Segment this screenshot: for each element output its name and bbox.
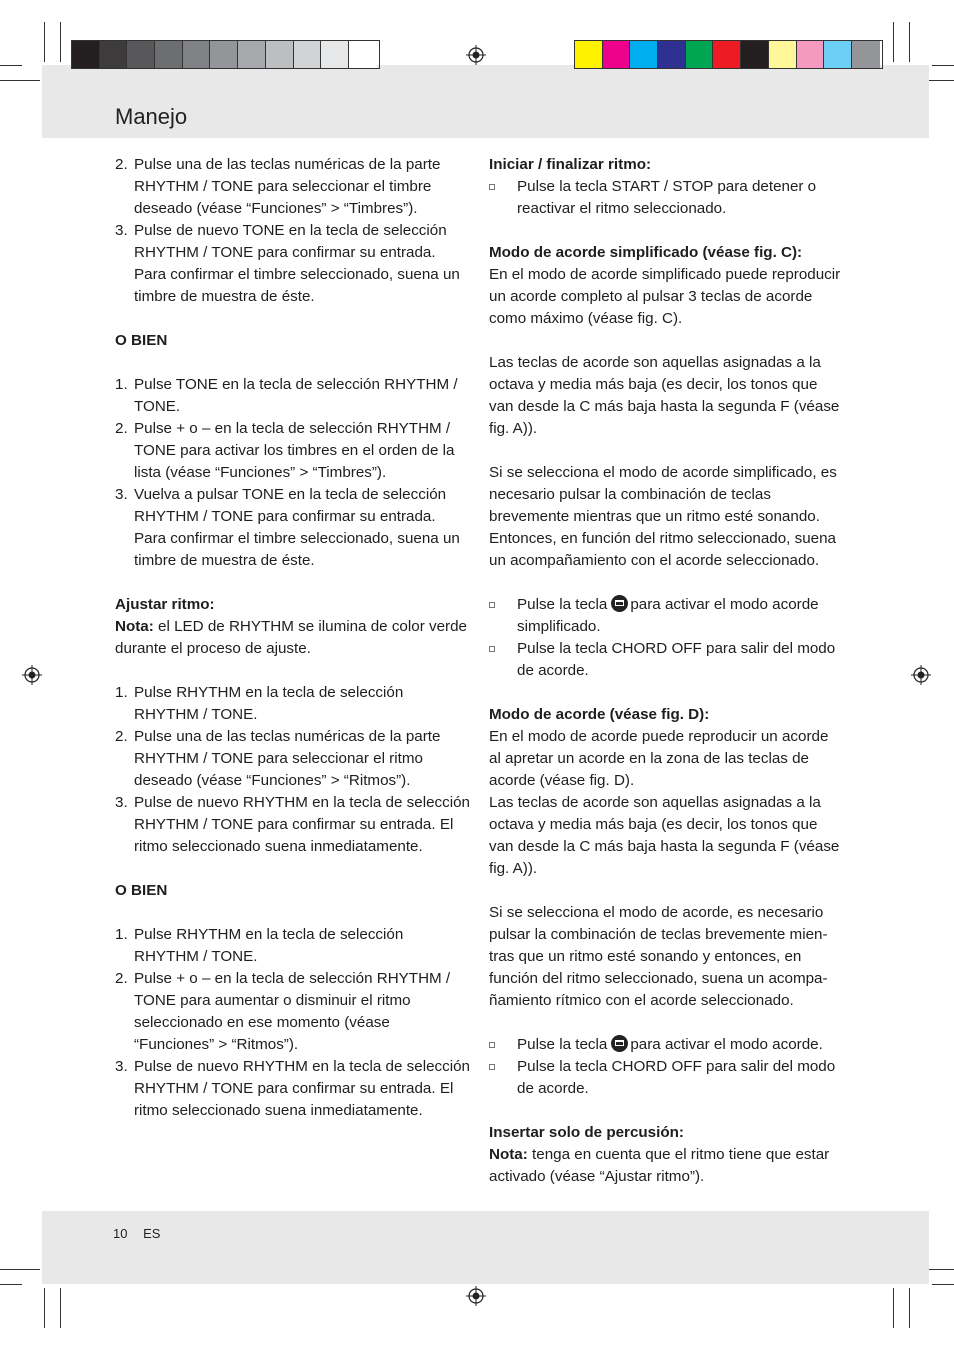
crop-mark <box>44 22 45 62</box>
crop-mark <box>60 1288 61 1328</box>
checkbox-bullet-icon <box>489 602 495 608</box>
language-code: ES <box>143 1226 161 1241</box>
color-swatch <box>575 41 603 68</box>
crop-mark <box>893 22 894 62</box>
checkbox-bullet-icon <box>489 646 495 652</box>
tone-alt-steps-list <box>115 374 470 572</box>
crop-mark <box>932 1284 954 1285</box>
page-title: Manejo <box>115 104 188 129</box>
tone-steps-list <box>115 154 470 308</box>
footer-band <box>42 1211 929 1284</box>
color-swatch <box>321 41 349 68</box>
bullet-list <box>489 1034 844 1100</box>
crop-mark <box>932 65 954 66</box>
crop-mark <box>0 1269 40 1270</box>
crop-mark <box>0 80 40 81</box>
color-swatch <box>72 41 100 68</box>
list-item: 3. Pulse de nuevo RHYTHM en la tecla de selección RHYTHM / TONE para confirmar su entrada. El ritmo seleccionado suena inmediatamente. <box>115 1058 470 1119</box>
list-item: 2. Pulse una de las teclas numéricas de la parte RHYTHM / TONE para seleccionar el timbre deseado (véase “Funciones” > “Timbres”). <box>115 156 441 217</box>
checkbox-bullet-icon <box>489 184 495 190</box>
crop-mark <box>60 22 61 62</box>
note-paragraph: Nota: tenga en cuenta que el ritmo tiene que estar activado (véase “Ajustar ritmo”). <box>489 1146 830 1185</box>
paragraph: En el modo de acorde simplificado puede reproducir un acorde completo al pulsar 3 teclas de acorde como máximo (véase fig. C). <box>489 266 841 327</box>
color-swatch <box>294 41 322 68</box>
list-item: 2. Pulse + o – en la tecla de selección RHYTHM / TONE para activar los timbres en el orden de la lista (véase “Funciones” > “Timbres”). <box>115 420 455 481</box>
color-swatch <box>713 41 741 68</box>
color-swatch <box>852 41 880 68</box>
crop-mark <box>0 65 22 66</box>
list-item: 2. Pulse + o – en la tecla de selección RHYTHM / TONE para aumentar o disminuir el ritmo seleccionado en ese momento (véase “Funciones” > “Ritmos”). <box>115 970 451 1053</box>
paragraph: Si se selecciona el modo de acorde simplificado, es necesario pulsar la combinación de teclas brevemente mientras que un ritmo esté sonando. Entonces, en función del ritmo seleccionado, suena un acompañamiento con el acorde seleccionado. <box>489 464 837 569</box>
section-heading: Iniciar / finalizar ritmo: <box>489 156 652 173</box>
paragraph: Si se selecciona el modo de acorde, es necesario pulsar la combinación de teclas brevemente mien-tras que un ritmo esté sonando y entonces, en función del ritmo seleccionado, suena un acompa-ñamiento rítmico con el acorde seleccionado. <box>489 904 828 1009</box>
section-heading: Ajustar ritmo: <box>115 596 215 613</box>
section-heading: Modo de acorde (véase fig. D): <box>489 706 710 723</box>
bullet-list <box>489 176 844 220</box>
list-item: Pulse la tecla START / STOP para detener o reactivar el ritmo seleccionado. <box>489 176 844 220</box>
crop-mark <box>893 1288 894 1328</box>
checkbox-bullet-icon <box>489 1064 495 1070</box>
fingered-chord-key-icon <box>611 595 628 612</box>
list-item: 1. Pulse TONE en la tecla de selección RHYTHM / TONE. <box>115 376 458 415</box>
color-swatch <box>769 41 797 68</box>
list-item: Pulse la tecla CHORD OFF para salir del modo de acorde. <box>489 638 844 682</box>
chord-key-icon <box>611 1035 628 1052</box>
crop-mark <box>0 1284 22 1285</box>
cmyk-color-bar <box>574 40 883 69</box>
color-swatch <box>100 41 128 68</box>
rhythm-alt-steps-list <box>115 924 470 1122</box>
registration-mark-icon <box>466 45 486 65</box>
left-column <box>115 154 470 1144</box>
registration-mark-icon <box>22 665 42 685</box>
color-swatch <box>824 41 852 68</box>
registration-mark-icon <box>911 665 931 685</box>
color-swatch <box>183 41 211 68</box>
section-heading: Modo de acorde simplificado (véase fig. C): <box>489 244 803 261</box>
list-item: 3. Pulse de nuevo RHYTHM en la tecla de selección RHYTHM / TONE para confirmar su entrada. El ritmo seleccionado suena inmediatamente. <box>115 794 470 855</box>
list-item: 1. Pulse RHYTHM en la tecla de selección RHYTHM / TONE. <box>115 684 404 723</box>
grayscale-color-bar <box>71 40 380 69</box>
section-heading: Insertar solo de percusión: <box>489 1124 684 1141</box>
or-heading: O BIEN <box>115 332 168 349</box>
color-swatch <box>210 41 238 68</box>
page-footer <box>113 1226 172 1241</box>
rhythm-steps-list <box>115 682 470 858</box>
color-swatch <box>658 41 686 68</box>
right-column <box>489 154 844 1210</box>
crop-mark <box>909 1288 910 1328</box>
checkbox-bullet-icon <box>489 1042 495 1048</box>
color-swatch <box>349 41 377 68</box>
paragraph: Las teclas de acorde son aquellas asignadas a la octava y media más baja (es decir, los tonos que van desde la C más baja hasta la segunda F (véase fig. A)). <box>489 794 840 877</box>
color-swatch <box>603 41 631 68</box>
list-item: 1. Pulse RHYTHM en la tecla de selección RHYTHM / TONE. <box>115 926 404 965</box>
list-item: Pulse la tecla para activar el modo acorde. <box>489 1034 844 1056</box>
page-number: 10 <box>113 1226 128 1241</box>
color-swatch <box>741 41 769 68</box>
crop-mark <box>909 22 910 62</box>
registration-mark-icon <box>466 1286 486 1306</box>
list-item: 2. Pulse una de las teclas numéricas de la parte RHYTHM / TONE para seleccionar el ritmo deseado (véase “Funciones” > “Ritmos”). <box>115 728 441 789</box>
paragraph: En el modo de acorde puede reproducir un acorde al apretar un acorde en la zona de las teclas de acorde (véase fig. D). <box>489 728 829 789</box>
color-swatch <box>797 41 825 68</box>
list-item: 3. Pulse de nuevo TONE en la tecla de selección RHYTHM / TONE para confirmar su entrada. Para confirmar el timbre seleccionado, suena un timbre de muestra de éste. <box>115 222 460 305</box>
color-swatch <box>266 41 294 68</box>
list-item: 3. Vuelva a pulsar TONE en la tecla de selección RHYTHM / TONE para confirmar su entrada. Para confirmar el timbre seleccionado, suena un timbre de muestra de éste. <box>115 486 460 569</box>
bullet-list <box>489 594 844 682</box>
color-swatch <box>630 41 658 68</box>
color-swatch <box>238 41 266 68</box>
or-heading: O BIEN <box>115 882 168 899</box>
crop-mark <box>44 1288 45 1328</box>
list-item: Pulse la tecla para activar el modo acorde simplificado. <box>489 594 844 638</box>
list-item: Pulse la tecla CHORD OFF para salir del modo de acorde. <box>489 1056 844 1100</box>
paragraph: Las teclas de acorde son aquellas asignadas a la octava y media más baja (es decir, los tonos que van desde la C más baja hasta la segunda F (véase fig. A)). <box>489 354 840 437</box>
color-swatch <box>127 41 155 68</box>
color-swatch <box>155 41 183 68</box>
color-swatch <box>686 41 714 68</box>
note-paragraph: Nota: el LED de RHYTHM se ilumina de color verde durante el proceso de ajuste. <box>115 618 467 657</box>
